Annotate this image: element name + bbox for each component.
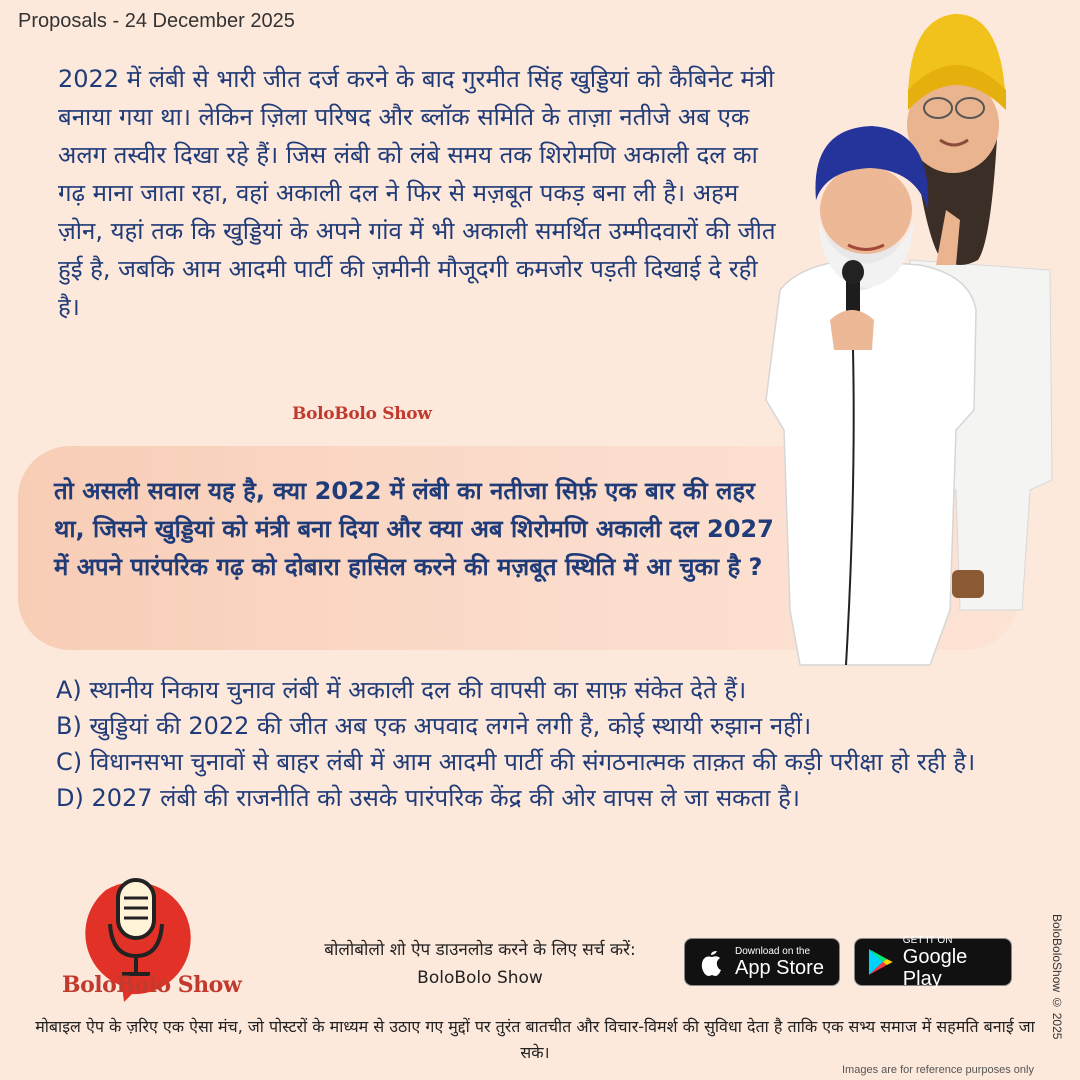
question-text: तो असली सवाल यह है, क्या 2022 में लंबी का नतीजा सिर्फ़ एक बार की लहर था, जिसने खुड्डियां को मंत्री बना दिया और क्या अब शिरोमणि अकाली दल 2027 में अपने पारंपरिक गढ़ को दोबारा हासिल करने की मज़बूत स्थिति में आ चुका है ? [54, 477, 774, 581]
option-b[interactable]: B) खुड्डियां की 2022 की जीत अब एक अपवाद लगने लगी है, कोई स्थायी रुझान नहीं। [56, 712, 812, 740]
footer-description: मोबाइल ऐप के ज़रिए एक ऐसा मंच, जो पोस्टरों के माध्यम से उठाए गए मुद्दों पर तुरंत बातचीत और विचार-विमर्श की सुविधा देता है ताकि एक सभ्य समाज में सहमति बनाई जा सके। [35, 1017, 1035, 1062]
logo-name: BoloBolo Show [62, 972, 242, 998]
google-play-small-label: GET IT ON [902, 934, 953, 946]
date-header: Proposals - 24 December 2025 [18, 10, 295, 32]
option-d[interactable]: D) 2027 लंबी की राजनीति को उसके पारंपरिक केंद्र की ओर वापस ले जा सकता है। [56, 784, 800, 812]
google-play-label: Google Play [902, 945, 968, 990]
app-store-button[interactable] [684, 938, 840, 986]
disclaimer: Images are for reference purposes only [842, 1064, 1034, 1076]
brand-tag: BoloBolo Show [292, 404, 432, 424]
option-c[interactable]: C) विधानसभा चुनावों से बाहर लंबी में आम आदमी पार्टी की संगठनात्मक ताक़त की कड़ी परीक्षा हो रही है। [56, 748, 976, 776]
apple-icon [695, 945, 729, 979]
download-instructions [290, 936, 670, 992]
app-store-small-label: Download on the [735, 945, 811, 957]
google-play-icon [865, 946, 895, 978]
download-line-1: बोलोबोलो शो ऐप डाउनलोड करने के लिए सर्च करें: [324, 940, 636, 960]
intro-paragraph: 2022 में लंबी से भारी जीत दर्ज करने के बाद गुरमीत सिंह खुड्डियां को कैबिनेट मंत्री बनाया गया था। लेकिन ज़िला परिषद और ब्लॉक समिति के ताज़ा नतीजे अब एक अलग तस्वीर दिखा रहे हैं। जिस लंबी को लंबे समय तक शिरोमणि अकाली दल का गढ़ माना जाता रहा, वहां अकाली दल ने फिर से मज़बूत पकड़ बना ली है। अहम ज़ोन, यहां तक कि खुड्डियां के अपने गांव में भी अकाली समर्थित उम्मीदवारों की जीत हुई है, जबकि आम आदमी पार्टी की ज़मीनी मौजूदगी कमजोर पड़ती दिखाई दे रही है। [58, 65, 776, 321]
app-store-label: App Store [735, 956, 824, 979]
options-list [56, 672, 1016, 816]
copyright: BoloBoloShow © 2025 [1050, 914, 1064, 1040]
google-play-button[interactable] [854, 934, 1012, 990]
download-line-2: BoloBolo Show [417, 968, 543, 988]
politicians-illustration [760, 10, 1060, 670]
option-a[interactable]: A) स्थानीय निकाय चुनाव लंबी में अकाली दल की वापसी का साफ़ संकेत देते हैं। [56, 676, 747, 704]
